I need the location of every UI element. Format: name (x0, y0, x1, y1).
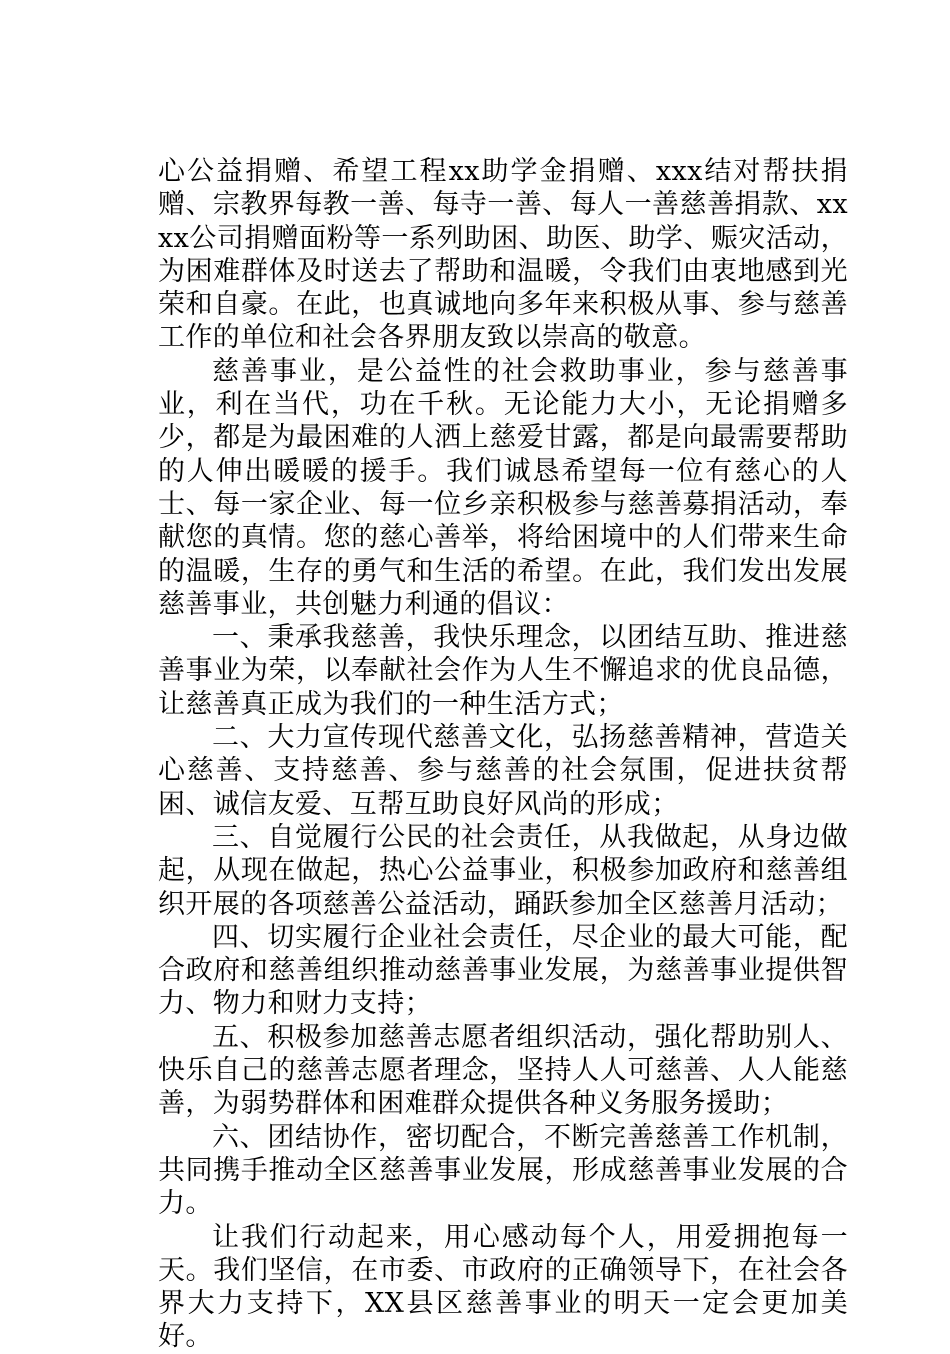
paragraph-initiative-2: 二、大力宣传现代慈善文化，弘扬慈善精神，营造关心慈善、支持慈善、参与慈善的社会氛围，促进扶贫帮困、诚信友爱、互帮互助良好风尚的形成； (158, 722, 848, 820)
paragraph-initiative-1: 一、秉承我慈善，我快乐理念，以团结互助、推进慈善事业为荣，以奉献社会作为人生不懈追求的优良品德，让慈善真正成为我们的一种生活方式； (158, 622, 848, 720)
paragraph-initiative-6: 六、团结协作，密切配合，不断完善慈善工作机制，共同携手推动全区慈善事业发展，形成慈善事业发展的合力。 (158, 1121, 848, 1220)
paragraph-initiative-4: 四、切实履行企业社会责任，尽企业的最大可能，配合政府和慈善组织推动慈善事业发展，为慈善事业提供智力、物力和财力支持； (158, 921, 848, 1020)
paragraph-closing: 让我们行动起来，用心感动每个人，用爱拥抱每一天。我们坚信，在市委、市政府的正确领导下，在社会各界大力支持下，XX县区慈善事业的明天一定会更加美好。 (158, 1221, 848, 1353)
document-body (158, 155, 848, 1354)
paragraph-charity-appeal: 慈善事业，是公益性的社会救助事业，参与慈善事业，利在当代，功在千秋。无论能力大小，无论捐赠多少，都是为最困难的人洒上慈爱甘露，都是向最需要帮助的人伸出暖暖的援手。我们诚恳希望每一位有慈心的人士、每一家企业、每一位乡亲积极参与慈善募捐活动，奉献您的真情。您的慈心善举，将给困境中的人们带来生命的温暖，生存的勇气和生活的希望。在此，我们发出发展慈善事业，共创魅力利通的倡议： (158, 355, 848, 620)
paragraph-initiative-5: 五、积极参加慈善志愿者组织活动，强化帮助别人、快乐自己的慈善志愿者理念，坚持人人可慈善、人人能慈善，为弱势群体和困难群众提供各种义务服务援助； (158, 1021, 848, 1120)
paragraph-initiative-3: 三、自觉履行公民的社会责任，从我做起，从身边做起，从现在做起，热心公益事业，积极参加政府和慈善组织开展的各项慈善公益活动，踊跃参加全区慈善月活动； (158, 821, 848, 920)
paragraph-donations-continued: 心公益捐赠、希望工程xx助学金捐赠、xxx结对帮扶捐赠、宗教界每教一善、每寺一善、每人一善慈善捐款、xxxx公司捐赠面粉等一系列助困、助医、助学、赈灾活动，为困难群体及时送去了帮助和温暖，令我们由衷地感到光荣和自豪。在此，也真诚地向多年来积极从事、参与慈善工作的单位和社会各界朋友致以崇高的敬意。 (158, 156, 848, 354)
